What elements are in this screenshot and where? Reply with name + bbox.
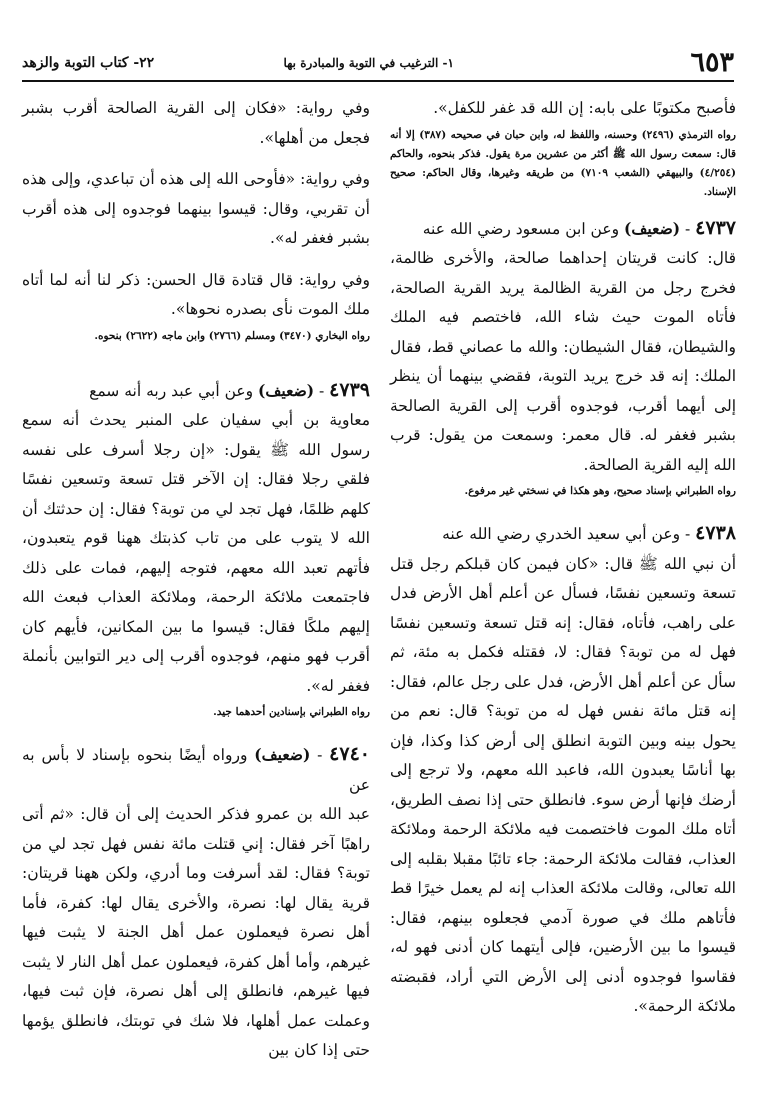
hadith-number: ٤٧٣٨ xyxy=(695,522,736,544)
hadith-number: ٤٧٣٧ xyxy=(695,216,736,239)
hadith-narrator: وعن أبي عبد ربه أنه سمع xyxy=(89,381,254,400)
hadith-grade: (ضعيف) xyxy=(258,380,315,400)
hadith-4739 xyxy=(22,376,370,723)
hadith-narrator: وعن أبي سعيد الخدري رضي الله عنه xyxy=(442,525,681,543)
hadith-text: معاوية بن أبي سفيان على المنبر يحدث أنه سمع رسول الله ﷺ يقول: «إن رجلا أسرف على نفسه فلقي رجلا فقال: إن الآخر قتل تسعة وتسعين نفسًا كلهم ظلمًا، فهل تجد لي من توبة؟ فقال: إن حدثتك أن الله لا يتوب على من تاب كذبتك ههنا قوم يتعبدون، فأتهم تعبد الله معهم، فتوجه إليهم، فمات على ذلك فاجتمعت ملائكة الرحمة، وملائكة العذاب فبعث الله إليهم ملكًا فقال: قيسوا ما بين المكانين، فأيهم كان أقرب فهو منهم، فوجدوه أقرب إلى دير التوابين بأنملة فغفر له». xyxy=(22,411,370,695)
riwaya-text: وفي رواية: قال قتادة قال الحسن: ذكر لنا أنه لما أتاه ملك الموت نأى بصدره نحوها». xyxy=(22,270,370,318)
hadith-heading: ٤٧٤٠ - (ضعيف) ورواه أيضًا بنحوه بإسناد لا بأس به عن xyxy=(22,743,370,794)
hadith-4737 xyxy=(390,214,736,502)
hadith-number: ٤٧٤٠ xyxy=(329,743,370,765)
hadith-number: ٤٧٣٩ xyxy=(329,378,370,401)
left-column xyxy=(22,94,370,1066)
book-title: ٢٢- كتاب التوبة والزهد xyxy=(22,55,155,71)
right-column xyxy=(390,94,736,1022)
page-number: ٦٥٣ xyxy=(690,47,734,78)
hadith-heading: ٤٧٣٨ - وعن أبي سعيد الخدري رضي الله عنه xyxy=(442,522,736,544)
source-citation: رواه الطبراني بإسناد صحيح، وهو هكذا في نسختي غير مرفوع. xyxy=(464,485,736,497)
hadith-heading: ٤٧٣٩ - (ضعيف) وعن أبي عبد ربه أنه سمع xyxy=(89,378,370,401)
hadith-grade: (ضعيف) xyxy=(624,218,681,238)
hadith-intro: ورواه أيضًا بنحوه بإسناد لا بأس به عن xyxy=(22,746,370,794)
source-citation: رواه الترمذي (٢٤٩٦) وحسنه، واللفظ له، وابن حبان في صحيحه (٣٨٧) إلا أنه قال: سمعت رسول الله ﷺ أكثر من عشرين مرة يقول. فذكر بنحوه، والحاكم (٤/٢٥٤) والبيهقي (الشعب ٧١٠٩) من طريقه وغيرها، وقال الحاكم: صحيح الإسناد. xyxy=(390,128,736,198)
source-citation: رواه الطبراني بإسنادين أحدهما جيد. xyxy=(213,706,370,718)
hadith-narrator: وعن ابن مسعود رضي الله عنه xyxy=(422,219,620,238)
hadith-grade: (ضعيف) xyxy=(254,745,311,764)
chapter-title: ١- الترغيب في التوبة والمبادرة بها xyxy=(283,56,454,70)
riwaya-text: وفي رواية: «فكان إلى القرية الصالحة أقرب بشبر فجعل من أهلها». xyxy=(22,99,370,147)
hadith-text: قال: كانت قريتان إحداهما صالحة، والأخرى ظالمة، فخرج رجل من القرية الظالمة يريد القرية الصالحة، فأتاه الموت حيث شاء الله، فاختصم فيه الملك والشيطان، فقال الشيطان: والله ما عصاني قط، فقال الملك: إنه قد خرج يريد التوبة، فقضي بينهما أن ينظر إلى أيهما أقرب، فوجدوه أقرب إلى القرية الصالحة بشبر فغفر له. قال معمر: وسمعت من يقول: قرب الله إليه القرية الصالحة. xyxy=(390,249,736,474)
hadith-4738 xyxy=(390,519,736,1022)
hadith-heading: ٤٧٣٧ - (ضعيف) وعن ابن مسعود رضي الله عنه xyxy=(422,216,736,239)
source-citation: رواه البخاري (٣٤٧٠) ومسلم (٢٧٦٦) وابن ماجه (٢٦٢٢) بنحوه. xyxy=(94,329,370,342)
hadith-4740 xyxy=(22,740,370,1066)
continuation-text: فأصبح مكتوبًا على بابه: إن الله قد غفر للكفل». xyxy=(433,99,736,117)
hadith-text: عبد الله بن عمرو فذكر الحديث إلى أن قال: «ثم أتى راهبًا آخر فقال: إني قتلت مائة نفس فهل تجد لي من توبة؟ فقال: لقد أسرفت وما أدري، ولكن ههنا قريتان: قرية يقال لها: نصرة، والأخرى يقال لها: كفرة، فأما أهل نصرة فيعملون عمل أهل الجنة لا يثبت فيها غيرهم، وأما أهل كفرة، فيعملون عمل أهل النار لا يثبت فيها غيرهم، فانطلق إلى أهل نصرة، فإن ثبت فيها، وعملت عمل أهلها، فلا شك في توبتك، فانطلق يؤمها حتى إذا كان بين xyxy=(22,805,370,1059)
page-header xyxy=(22,48,734,82)
riwaya-text: وفي رواية: «فأوحى الله إلى هذه أن تباعدي، وإلى هذه أن تقربي، وقال: قيسوا بينهما فوجدوه إلى هذه أقرب بشبر فغفر له». xyxy=(22,170,370,247)
hadith-text: أن نبي الله ﷺ قال: «كان فيمن كان قبلكم رجل قتل تسعة وتسعين نفسًا، فسأل عن أعلم أهل الأرض فدل على راهب، فأتاه، فقال: إنه قتل تسعة وتسعين نفسًا فهل له من توبة؟ فقال: لا، فقتله فكمل به مئة، ثم سأل عن أعلم أهل الأرض، فدل على رجل عالم، فقال: إنه قتل مائة نفس فهل له من توبة؟ قال: نعم من يحول بينه وبين التوبة انطلق إلى أرض كذا وكذا، فإن بها أناسًا يعبدون الله، فاعبد الله معهم، ولا ترجع إلى أرضك فإنها أرض سوء. فانطلق حتى إذا نصف الطريق، أتاه ملك الموت فاختصمت فيه ملائكة الرحمة وملائكة العذاب، فقالت ملائكة الرحمة: جاء تائبًا مقبلا بقلبه إلى الله تعالى، وقالت ملائكة العذاب إنه لم يعمل خيرًا قط فأتاهم ملك في صورة آدمي فجعلوه بينهم، فقال: قيسوا ما بين الأرضين، فإلى أيتهما كان أدنى فهو له، فقاسوا فوجدوه أدنى إلى الأرض التي أراد، فقبضته ملائكة الرحمة». xyxy=(390,554,736,1015)
